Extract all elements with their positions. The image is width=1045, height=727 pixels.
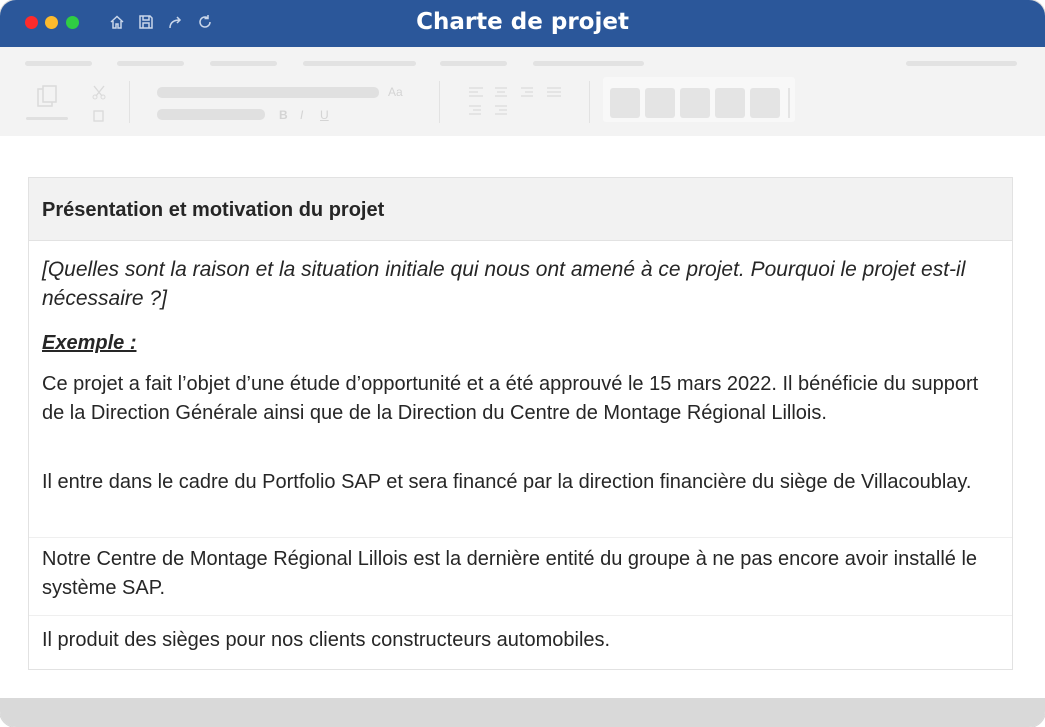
ribbon-tab[interactable]: [303, 61, 416, 66]
font-family-dropdown[interactable]: [157, 87, 379, 98]
title-bar: [0, 0, 1045, 47]
style-preset[interactable]: [610, 88, 640, 118]
ribbon-tab[interactable]: [210, 61, 277, 66]
paragraph-align-icons[interactable]: [467, 85, 567, 121]
font-size-dropdown[interactable]: [157, 109, 265, 120]
row-divider: [29, 537, 1012, 538]
table-header: [29, 178, 1012, 241]
ribbon-tab[interactable]: [117, 61, 184, 66]
ribbon-separator: [589, 81, 590, 123]
paste-underline: [26, 117, 68, 120]
paragraph-2[interactable]: Il entre dans le cadre du Portfolio SAP et sera financé par la direction financière du siège de Villacoublay.: [42, 471, 972, 493]
paragraph-1[interactable]: Ce projet a fait l’objet d’une étude d’opportunité et a été approuvé le 15 mars 2022. Il bénéficie du support de la Direction Générale ainsi que de la Direction du Centre de Montage Régional Lillois.: [42, 373, 979, 424]
ribbon-tab[interactable]: [440, 61, 507, 66]
style-preset[interactable]: [645, 88, 675, 118]
ribbon-tab[interactable]: [533, 61, 644, 66]
section-prompt[interactable]: [Quelles sont la raison et la situation initiale qui nous ont amené à ce projet. Pourquoi le projet est-il nécessaire ?]: [42, 258, 966, 310]
section-heading: Présentation et motivation du projet: [42, 199, 385, 221]
cut-icon[interactable]: [91, 84, 107, 100]
document-table: [28, 177, 1013, 670]
row-divider: [29, 615, 1012, 616]
ribbon-tab[interactable]: [25, 61, 92, 66]
paragraph-4[interactable]: Il produit des sièges pour nos clients constructeurs automobiles.: [42, 629, 611, 651]
style-preset[interactable]: [715, 88, 745, 118]
ribbon-separator: [129, 81, 130, 123]
italic-button[interactable]: I: [300, 108, 304, 122]
copy-icon[interactable]: [92, 108, 106, 122]
paragraph-3[interactable]: Notre Centre de Montage Régional Lillois est la dernière entité du groupe à ne pas encore avoir installé le système SAP.: [42, 548, 978, 599]
style-preset[interactable]: [680, 88, 710, 118]
styles-scroll[interactable]: [788, 88, 790, 118]
underline-button[interactable]: U: [320, 108, 329, 122]
styles-gallery: [603, 77, 795, 122]
paste-icon[interactable]: [36, 85, 58, 109]
change-case-glyph[interactable]: Aa: [388, 85, 403, 99]
bold-button[interactable]: B: [279, 108, 288, 122]
ribbon-toolbar: [0, 47, 1045, 136]
ribbon-tab[interactable]: [906, 61, 1017, 66]
ribbon-separator: [439, 81, 440, 123]
status-bar: [0, 698, 1045, 727]
window-title: Charte de projet: [416, 9, 629, 35]
style-preset[interactable]: [750, 88, 780, 118]
example-label[interactable]: Exemple :: [42, 332, 137, 354]
